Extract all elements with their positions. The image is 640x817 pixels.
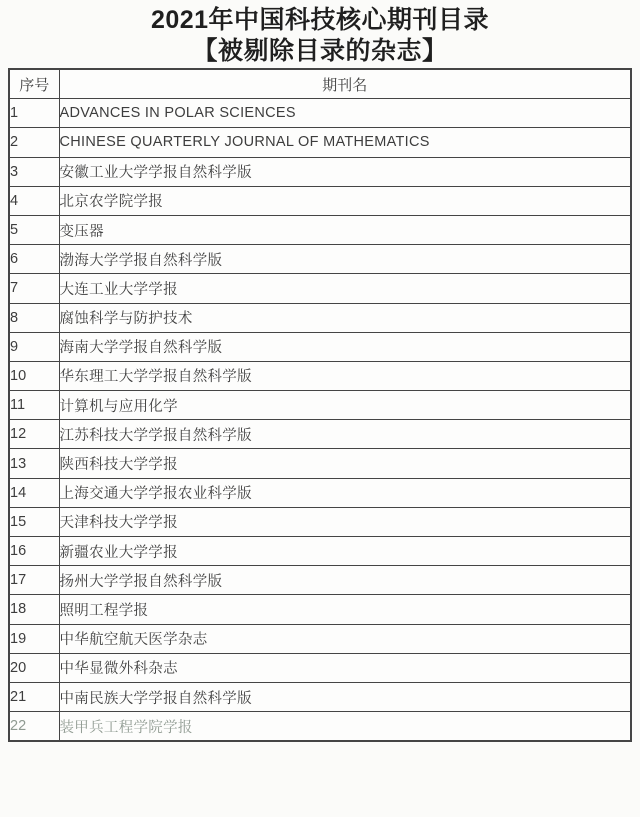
journal-name: 变压器 <box>59 215 631 244</box>
row-index: 2 <box>9 128 59 157</box>
column-header-journal: 期刊名 <box>59 69 631 99</box>
journal-name: 照明工程学报 <box>59 595 631 624</box>
journal-name: 海南大学学报自然科学版 <box>59 332 631 361</box>
table-row <box>9 332 631 361</box>
table-row <box>9 537 631 566</box>
journal-name: 扬州大学学报自然科学版 <box>59 566 631 595</box>
table-row <box>9 624 631 653</box>
table-row <box>9 712 631 742</box>
row-index: 17 <box>9 566 59 595</box>
journal-name: 陕西科技大学学报 <box>59 449 631 478</box>
row-index: 10 <box>9 361 59 390</box>
row-index: 21 <box>9 682 59 711</box>
row-index: 14 <box>9 478 59 507</box>
row-index: 15 <box>9 507 59 536</box>
table-row <box>9 449 631 478</box>
row-index: 11 <box>9 391 59 420</box>
table-header-row <box>9 69 631 99</box>
journal-name: 新疆农业大学学报 <box>59 537 631 566</box>
journal-name: 腐蚀科学与防护技术 <box>59 303 631 332</box>
table-row <box>9 566 631 595</box>
journal-name: 中南民族大学学报自然科学版 <box>59 682 631 711</box>
table-row <box>9 303 631 332</box>
journal-name: 上海交通大学学报农业科学版 <box>59 478 631 507</box>
journal-name: 安徽工业大学学报自然科学版 <box>59 157 631 186</box>
table-row <box>9 420 631 449</box>
journal-name: 天津科技大学学报 <box>59 507 631 536</box>
table-row <box>9 186 631 215</box>
row-index: 20 <box>9 653 59 682</box>
journal-name: 中华航空航天医学杂志 <box>59 624 631 653</box>
row-index: 19 <box>9 624 59 653</box>
row-index: 9 <box>9 332 59 361</box>
page-subtitle: 【被剔除目录的杂志】 <box>192 37 448 65</box>
table-row <box>9 128 631 157</box>
journal-table <box>8 68 632 742</box>
journal-name: ADVANCES IN POLAR SCIENCES <box>59 99 631 128</box>
row-index: 16 <box>9 537 59 566</box>
journal-name: 装甲兵工程学院学报 <box>59 712 631 742</box>
journal-name: CHINESE QUARTERLY JOURNAL OF MATHEMATICS <box>59 128 631 157</box>
table-row <box>9 274 631 303</box>
table-row <box>9 507 631 536</box>
table-row <box>9 157 631 186</box>
table-row <box>9 595 631 624</box>
journal-name: 计算机与应用化学 <box>59 391 631 420</box>
table-row <box>9 215 631 244</box>
row-index: 3 <box>9 157 59 186</box>
table-row <box>9 653 631 682</box>
row-index: 13 <box>9 449 59 478</box>
journal-name: 江苏科技大学学报自然科学版 <box>59 420 631 449</box>
table-row <box>9 682 631 711</box>
row-index: 7 <box>9 274 59 303</box>
table-row <box>9 245 631 274</box>
table-row <box>9 391 631 420</box>
table-row <box>9 478 631 507</box>
journal-name: 中华显微外科杂志 <box>59 653 631 682</box>
row-index: 5 <box>9 215 59 244</box>
title-block <box>0 0 640 67</box>
journal-name: 华东理工大学学报自然科学版 <box>59 361 631 390</box>
row-index: 6 <box>9 245 59 274</box>
column-header-index: 序号 <box>9 69 59 99</box>
row-index: 18 <box>9 595 59 624</box>
table-row <box>9 99 631 128</box>
table-body <box>9 99 631 742</box>
page-title: 2021年中国科技核心期刊目录 <box>150 6 490 34</box>
row-index: 22 <box>9 712 59 742</box>
journal-name: 北京农学院学报 <box>59 186 631 215</box>
row-index: 8 <box>9 303 59 332</box>
table-row <box>9 361 631 390</box>
journal-name: 大连工业大学学报 <box>59 274 631 303</box>
journal-name: 渤海大学学报自然科学版 <box>59 245 631 274</box>
row-index: 12 <box>9 420 59 449</box>
row-index: 4 <box>9 186 59 215</box>
row-index: 1 <box>9 99 59 128</box>
